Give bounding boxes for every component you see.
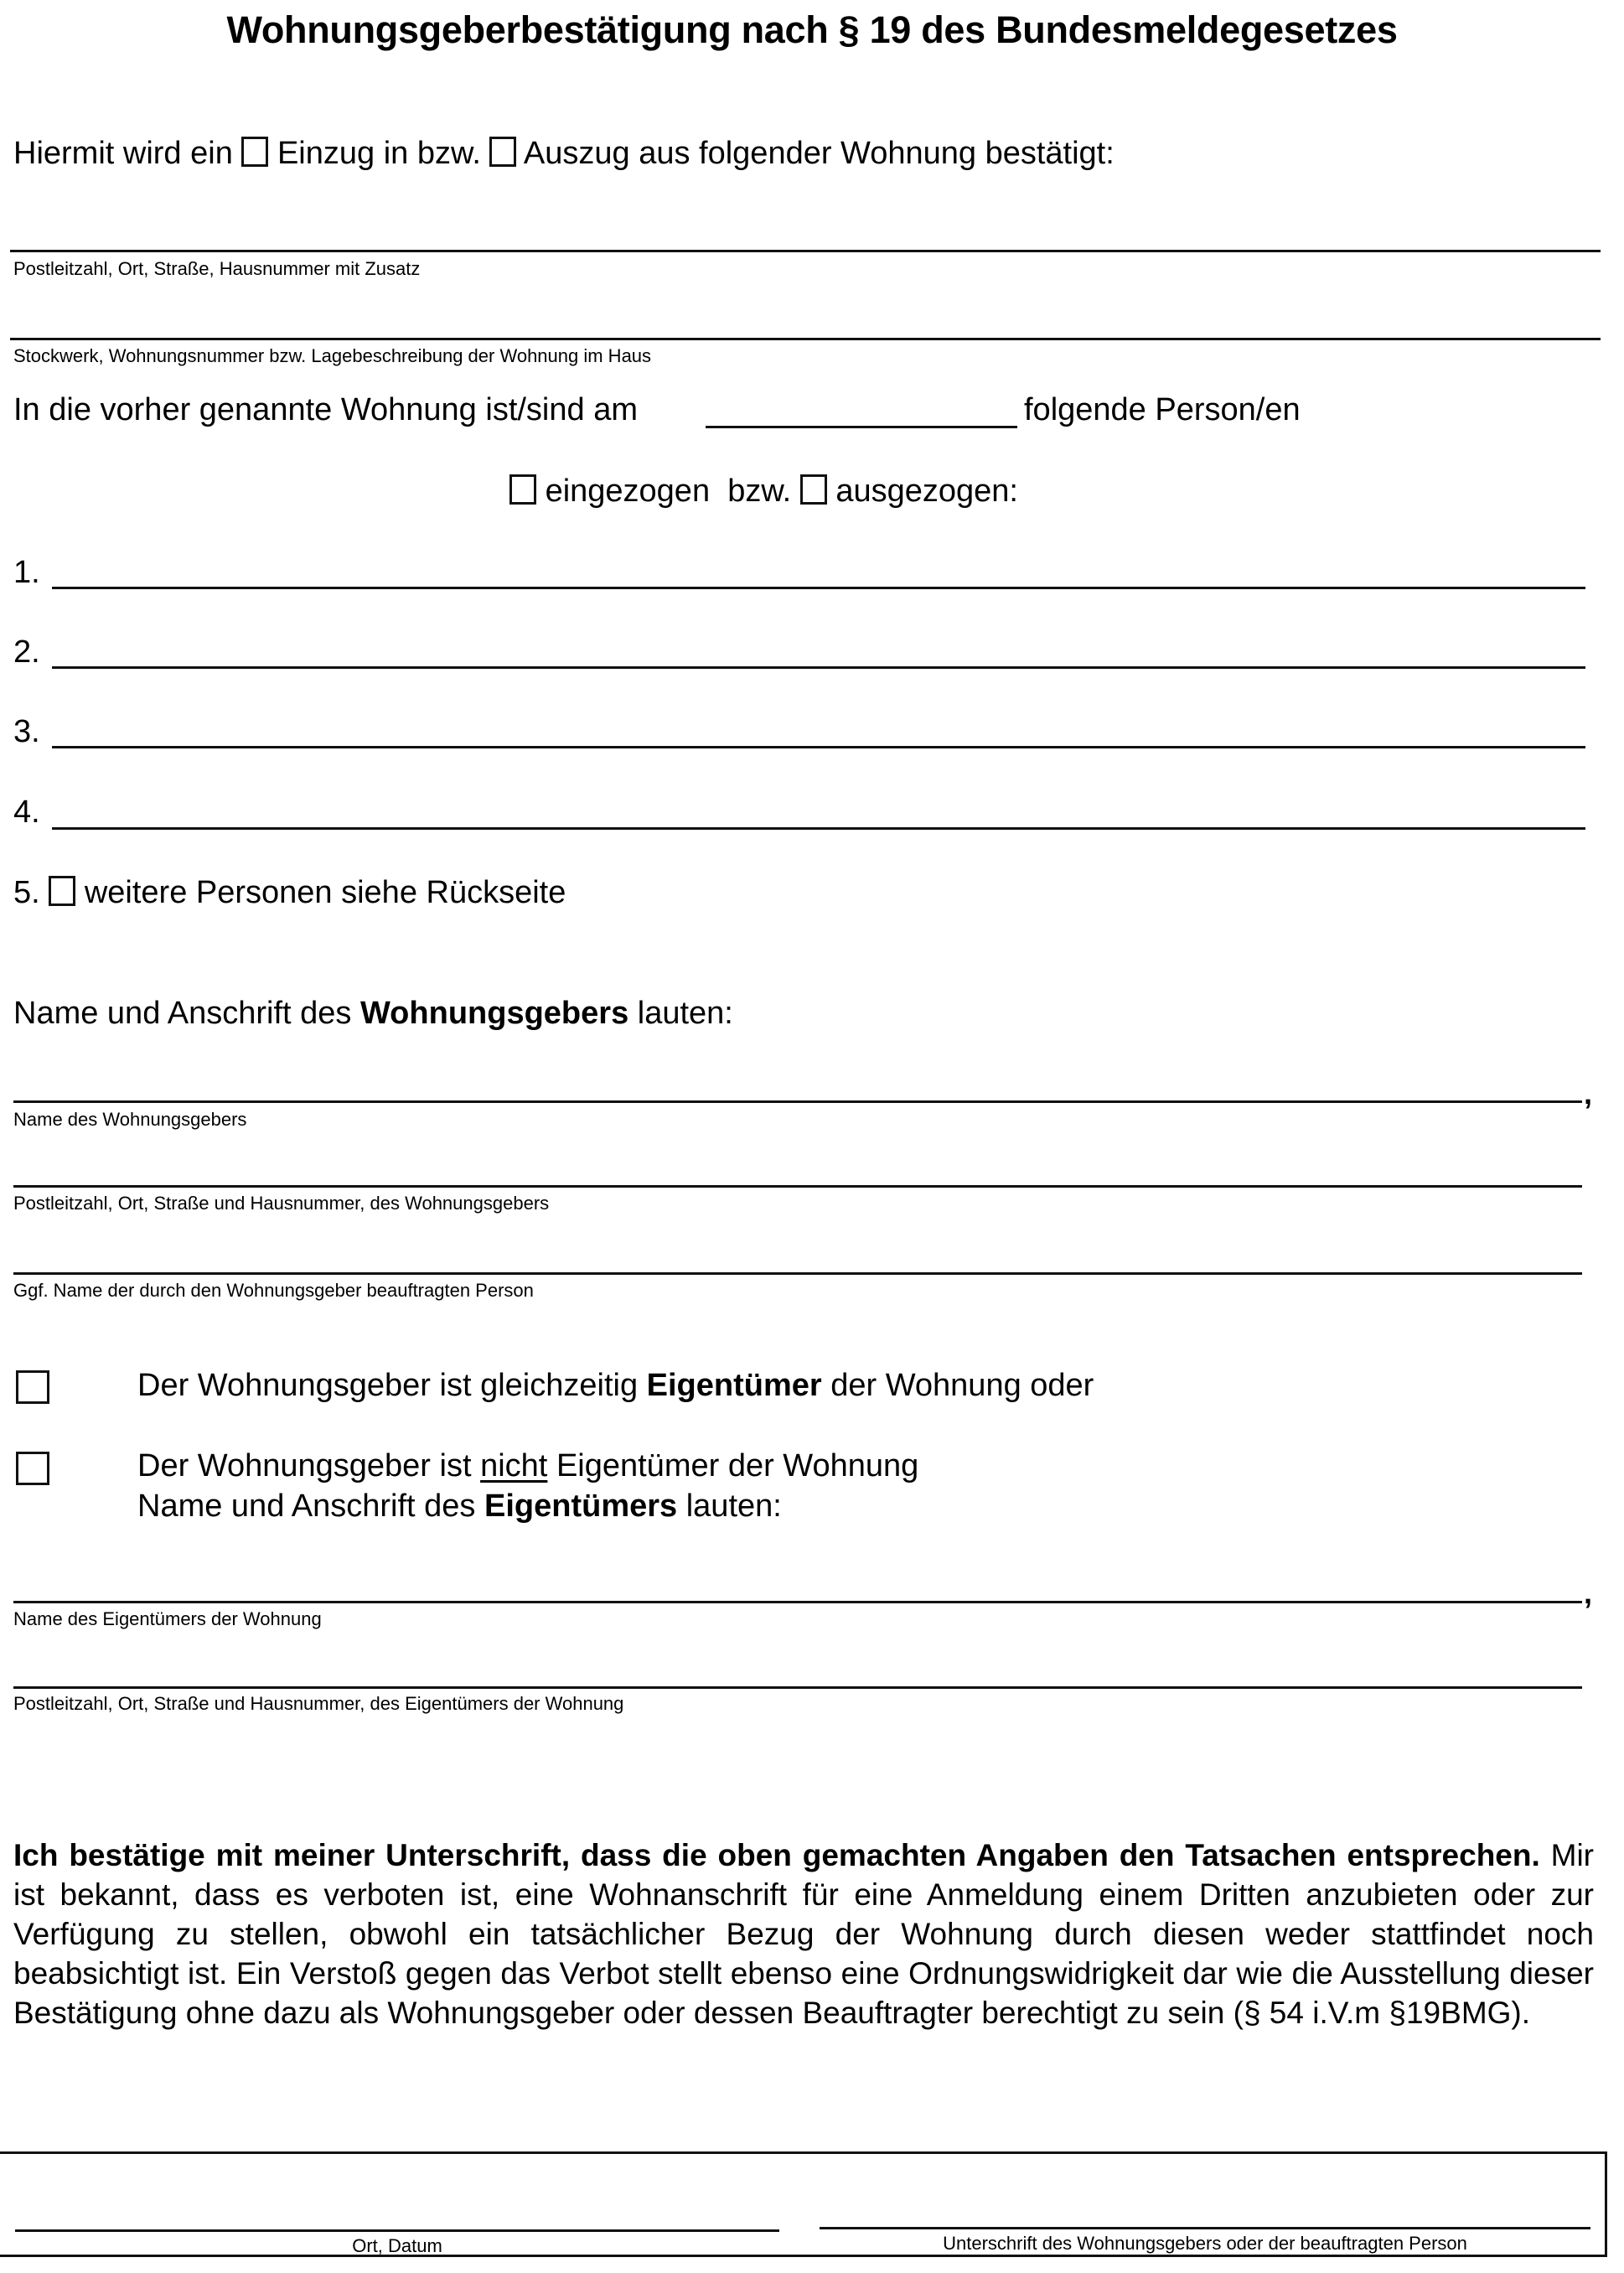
form-title: Wohnungsgeberbestätigung nach § 19 des Bundesmeldegesetzes <box>226 8 1398 51</box>
not-owner-option-suffix: Eigentümer der Wohnung <box>556 1448 919 1483</box>
auszug-checkbox[interactable] <box>489 137 516 167</box>
signature-input[interactable] <box>820 2227 1590 2229</box>
landlord-address-label: Postleitzahl, Ort, Straße und Hausnummer, des Wohnungsgebers <box>13 1193 550 1214</box>
person-2-input[interactable] <box>52 666 1585 669</box>
person-4-input[interactable] <box>52 827 1585 830</box>
not-owner-option-underlined: nicht <box>480 1448 548 1483</box>
owner-option-bold: Eigentümer <box>646 1368 822 1403</box>
declaration-paragraph <box>13 1835 1594 2032</box>
owner-name-input[interactable] <box>13 1601 1582 1603</box>
more-persons-number: 5. <box>13 875 40 910</box>
intro-prefix: Hiermit wird ein <box>13 136 233 171</box>
einzug-checkbox[interactable] <box>241 137 268 167</box>
address-line-label: Postleitzahl, Ort, Straße, Hausnummer mit Zusatz <box>13 258 421 279</box>
landlord-agent-label: Ggf. Name der durch den Wohnungsgeber beauftragten Person <box>13 1280 534 1301</box>
person-number-1: 1. <box>13 555 40 590</box>
eingezogen-checkbox[interactable] <box>509 474 536 505</box>
floor-line-input[interactable] <box>10 338 1601 340</box>
not-owner-checkbox[interactable] <box>16 1452 49 1485</box>
floor-line-label: Stockwerk, Wohnungsnummer bzw. Lagebeschreibung der Wohnung im Haus <box>13 345 652 366</box>
owner-option-suffix: der Wohnung oder <box>830 1368 1094 1403</box>
auszug-label: Auszug aus folgender Wohnung bestätigt: <box>523 136 1115 171</box>
place-date-input[interactable] <box>15 2229 779 2232</box>
person-1-input[interactable] <box>52 587 1585 589</box>
address-line-input[interactable] <box>10 250 1601 252</box>
landlord-name-comma: , <box>1584 1076 1593 1111</box>
ausgezogen-label: ausgezogen: <box>835 474 1018 509</box>
owner-checkbox[interactable] <box>16 1370 49 1404</box>
landlord-heading-suffix: lauten: <box>637 996 733 1031</box>
owner-heading-bold: Eigentümers <box>484 1489 678 1524</box>
intro-line <box>13 136 1115 172</box>
not-owner-option-prefix: Der Wohnungsgeber ist <box>137 1448 472 1483</box>
landlord-address-input[interactable] <box>13 1185 1582 1188</box>
move-date-suffix: folgende Person/en <box>1024 392 1301 427</box>
eingezogen-label: eingezogen bzw. <box>545 474 792 509</box>
person-number-4: 4. <box>13 795 40 830</box>
not-owner-option-text <box>137 1448 918 1484</box>
declaration-bold: Ich bestätige mit meiner Unterschrift, dass die oben gemachten Angaben den Tatsachen entsprechen. <box>13 1838 1540 1872</box>
ausgezogen-checkbox[interactable] <box>800 474 827 505</box>
owner-heading-prefix: Name und Anschrift des <box>137 1489 476 1524</box>
owner-name-comma: , <box>1584 1576 1593 1610</box>
owner-name-label: Name des Eigentümers der Wohnung <box>13 1608 322 1629</box>
landlord-agent-input[interactable] <box>13 1272 1582 1275</box>
owner-heading <box>137 1489 782 1525</box>
declaration-text: Mir ist bekannt, dass es verboten ist, eine Wohnanschrift für eine Anmeldung einem Dritten anzubieten oder zur Verfügung zu stellen, obwohl ein tatsächlicher Bezug der Wohnung durch diesen weder stattfindet noch beabsichtigt ist. Ein Verstoß gegen das Verbot stellt ebenso eine Ordnungswidrigkeit dar wie die Ausstellung dieser Bestätigung ohne dazu als Wohnungsgeber oder dessen Beauftragter berechtigt zu sein (§ 54 i.V.m §19BMG). <box>13 1838 1594 2030</box>
landlord-name-input[interactable] <box>13 1100 1582 1103</box>
owner-address-input[interactable] <box>13 1686 1582 1689</box>
owner-address-label: Postleitzahl, Ort, Straße und Hausnummer, des Eigentümers der Wohnung <box>13 1693 624 1714</box>
person-number-2: 2. <box>13 634 40 670</box>
person-number-3: 3. <box>13 714 40 749</box>
more-persons-label: weitere Personen siehe Rückseite <box>84 875 566 910</box>
landlord-heading <box>13 996 733 1032</box>
landlord-heading-bold: Wohnungsgebers <box>360 996 629 1031</box>
owner-option-prefix: Der Wohnungsgeber ist gleichzeitig <box>137 1368 639 1403</box>
movement-type-line <box>509 474 1018 510</box>
landlord-heading-prefix: Name und Anschrift des <box>13 996 352 1031</box>
signature-label: Unterschrift des Wohnungsgebers oder der beauftragten Person <box>943 2233 1467 2254</box>
landlord-name-label: Name des Wohnungsgebers <box>13 1109 247 1130</box>
einzug-label: Einzug in bzw. <box>277 136 481 171</box>
owner-heading-suffix: lauten: <box>685 1489 782 1524</box>
move-date-prefix: In die vorher genannte Wohnung ist/sind am <box>13 392 638 427</box>
person-3-input[interactable] <box>52 746 1585 748</box>
more-persons-checkbox[interactable] <box>49 876 75 906</box>
owner-option-text <box>137 1368 1094 1404</box>
more-persons-line <box>13 875 566 911</box>
move-date-input[interactable] <box>706 426 1017 428</box>
place-date-label: Ort, Datum <box>352 2235 442 2256</box>
